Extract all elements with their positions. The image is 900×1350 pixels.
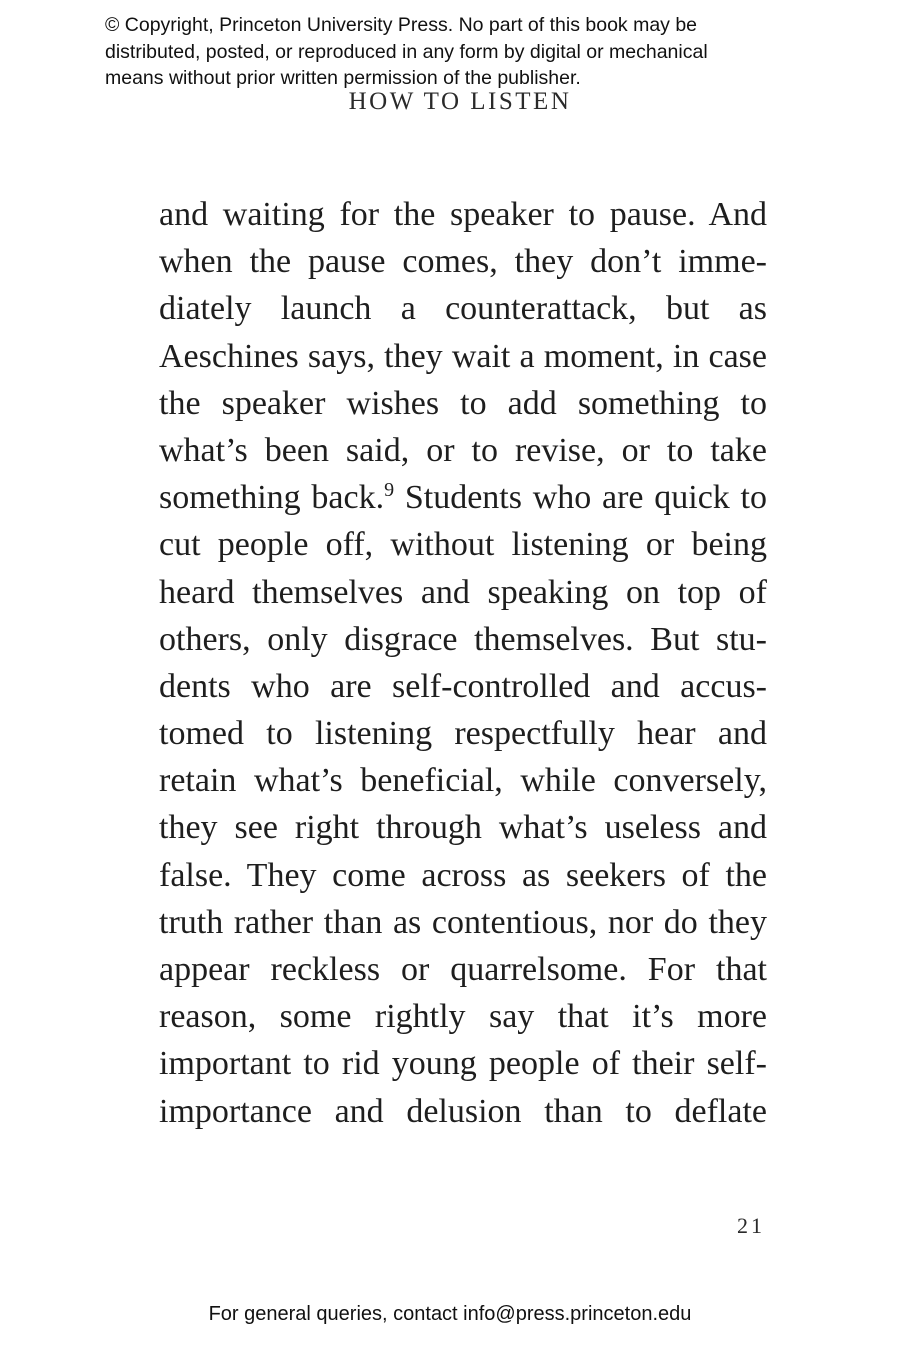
text-line: tomed to listening respectfully hear and — [159, 715, 767, 753]
text-line: Aeschines says, they wait a moment, in case — [159, 337, 767, 375]
copyright-line: means without prior written permission of the publisher. — [105, 67, 581, 89]
text-line: important to rid young people of their self- — [159, 1045, 767, 1083]
copyright-line: distributed, posted, or reproduced in any form by digital or mechanical — [105, 40, 708, 63]
text-line: appear reckless or quarrelsome. For that — [159, 951, 767, 988]
text-line: retain what’s beneficial, while conversely, — [159, 762, 767, 800]
body-text — [159, 191, 767, 1135]
text-line: heard themselves and speaking on top of — [159, 573, 767, 611]
page-number: 21 — [737, 1213, 765, 1238]
text-line: the speaker wishes to add something to — [159, 384, 767, 422]
text-segment: Students who are quick to — [404, 479, 767, 517]
text-line: reason, some rightly say that it’s more — [159, 998, 767, 1036]
footnote-reference[interactable]: 9 — [384, 479, 395, 502]
text-segment: something back. — [159, 479, 385, 517]
running-head: HOW TO LISTEN — [348, 88, 572, 115]
text-line: diately launch a counterattack, but as — [159, 290, 767, 328]
text-line: dents who are self-controlled and accus- — [159, 667, 767, 705]
text-line: truth rather than as contentious, nor do they — [159, 903, 767, 941]
text-line: false. They come across as seekers of the — [159, 856, 767, 894]
copyright-notice — [105, 12, 825, 92]
text-line: others, only disgrace themselves. But stu- — [159, 620, 767, 658]
text-line: when the pause comes, they don’t imme- — [159, 243, 767, 281]
text-line: what’s been said, or to revise, or to take — [159, 431, 767, 469]
text-line: importance and delusion than to deflate — [159, 1092, 767, 1130]
text-line: and waiting for the speaker to pause. And — [159, 196, 767, 233]
copyright-line: © Copyright, Princeton University Press. No part of this book may be — [105, 14, 698, 36]
footer-contact: For general queries, contact info@press.princeton.edu — [208, 1303, 692, 1325]
text-line: they see right through what’s useless and — [159, 809, 767, 847]
text-line: cut people off, without listening or being — [159, 526, 767, 564]
text-line-with-footnote — [159, 474, 767, 521]
